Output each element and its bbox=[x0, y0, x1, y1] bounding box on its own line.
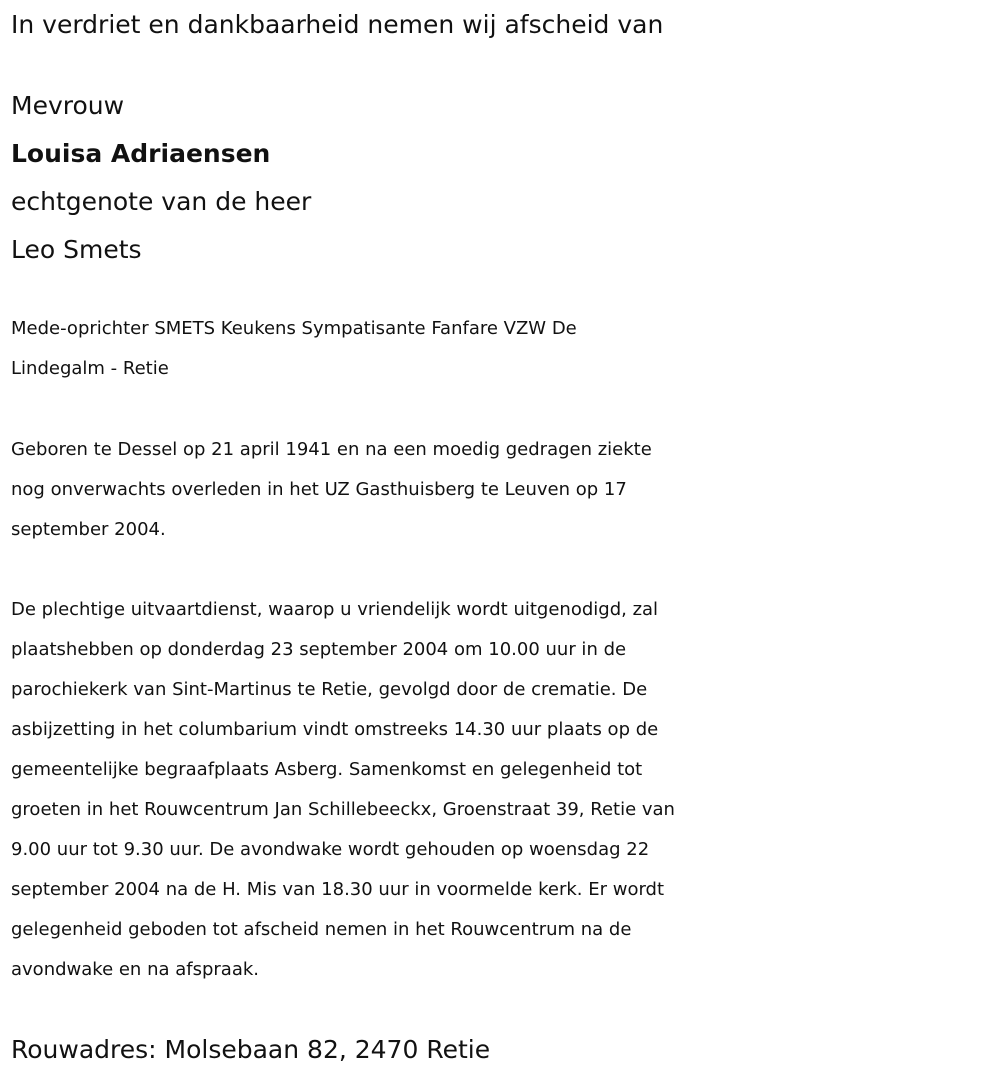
salutation: Mevrouw bbox=[11, 91, 125, 120]
intro-text: In verdriet en dankbaarheid nemen wij afscheid van bbox=[11, 10, 664, 39]
affiliation-line: Lindegalm - Retie bbox=[11, 358, 169, 379]
funeral-line: parochiekerk van Sint-Martinus te Retie, gevolgd door de crematie. De bbox=[11, 679, 648, 700]
funeral-line: 9.00 uur tot 9.30 uur. De avondwake wordt gehouden op woensdag 22 bbox=[11, 839, 650, 860]
birth-death-line: nog onverwachts overleden in het UZ Gasthuisberg te Leuven op 17 bbox=[11, 479, 627, 500]
funeral-line: asbijzetting in het columbarium vindt omstreeks 14.30 uur plaats op de bbox=[11, 719, 659, 740]
funeral-line: september 2004 na de H. Mis van 18.30 uur in voormelde kerk. Er wordt bbox=[11, 879, 665, 900]
birth-death-paragraph bbox=[11, 430, 996, 550]
birth-death-line: Geboren te Dessel op 21 april 1941 en na een moedig gedragen ziekte bbox=[11, 439, 652, 460]
deceased-name: Louisa Adriaensen bbox=[11, 139, 271, 168]
funeral-line: avondwake en na afspraak. bbox=[11, 959, 260, 980]
spouse-label: echtgenote van de heer bbox=[11, 187, 312, 216]
birth-death-line: september 2004. bbox=[11, 519, 166, 540]
funeral-line: gelegenheid geboden tot afscheid nemen in het Rouwcentrum na de bbox=[11, 919, 632, 940]
spouse-name: Leo Smets bbox=[11, 235, 142, 264]
mourning-address: Rouwadres: Molsebaan 82, 2470 Retie bbox=[11, 1035, 491, 1064]
funeral-paragraph bbox=[11, 590, 996, 990]
funeral-line: plaatshebben op donderdag 23 september 2004 om 10.00 uur in de bbox=[11, 639, 627, 660]
funeral-line: De plechtige uitvaartdienst, waarop u vriendelijk wordt uitgenodigd, zal bbox=[11, 599, 659, 620]
funeral-line: groeten in het Rouwcentrum Jan Schillebeeckx, Groenstraat 39, Retie van bbox=[11, 799, 675, 820]
affiliation-paragraph bbox=[11, 309, 996, 389]
affiliation-line: Mede-oprichter SMETS Keukens Sympatisante Fanfare VZW De bbox=[11, 318, 577, 339]
funeral-line: gemeentelijke begraafplaats Asberg. Samenkomst en gelegenheid tot bbox=[11, 759, 643, 780]
